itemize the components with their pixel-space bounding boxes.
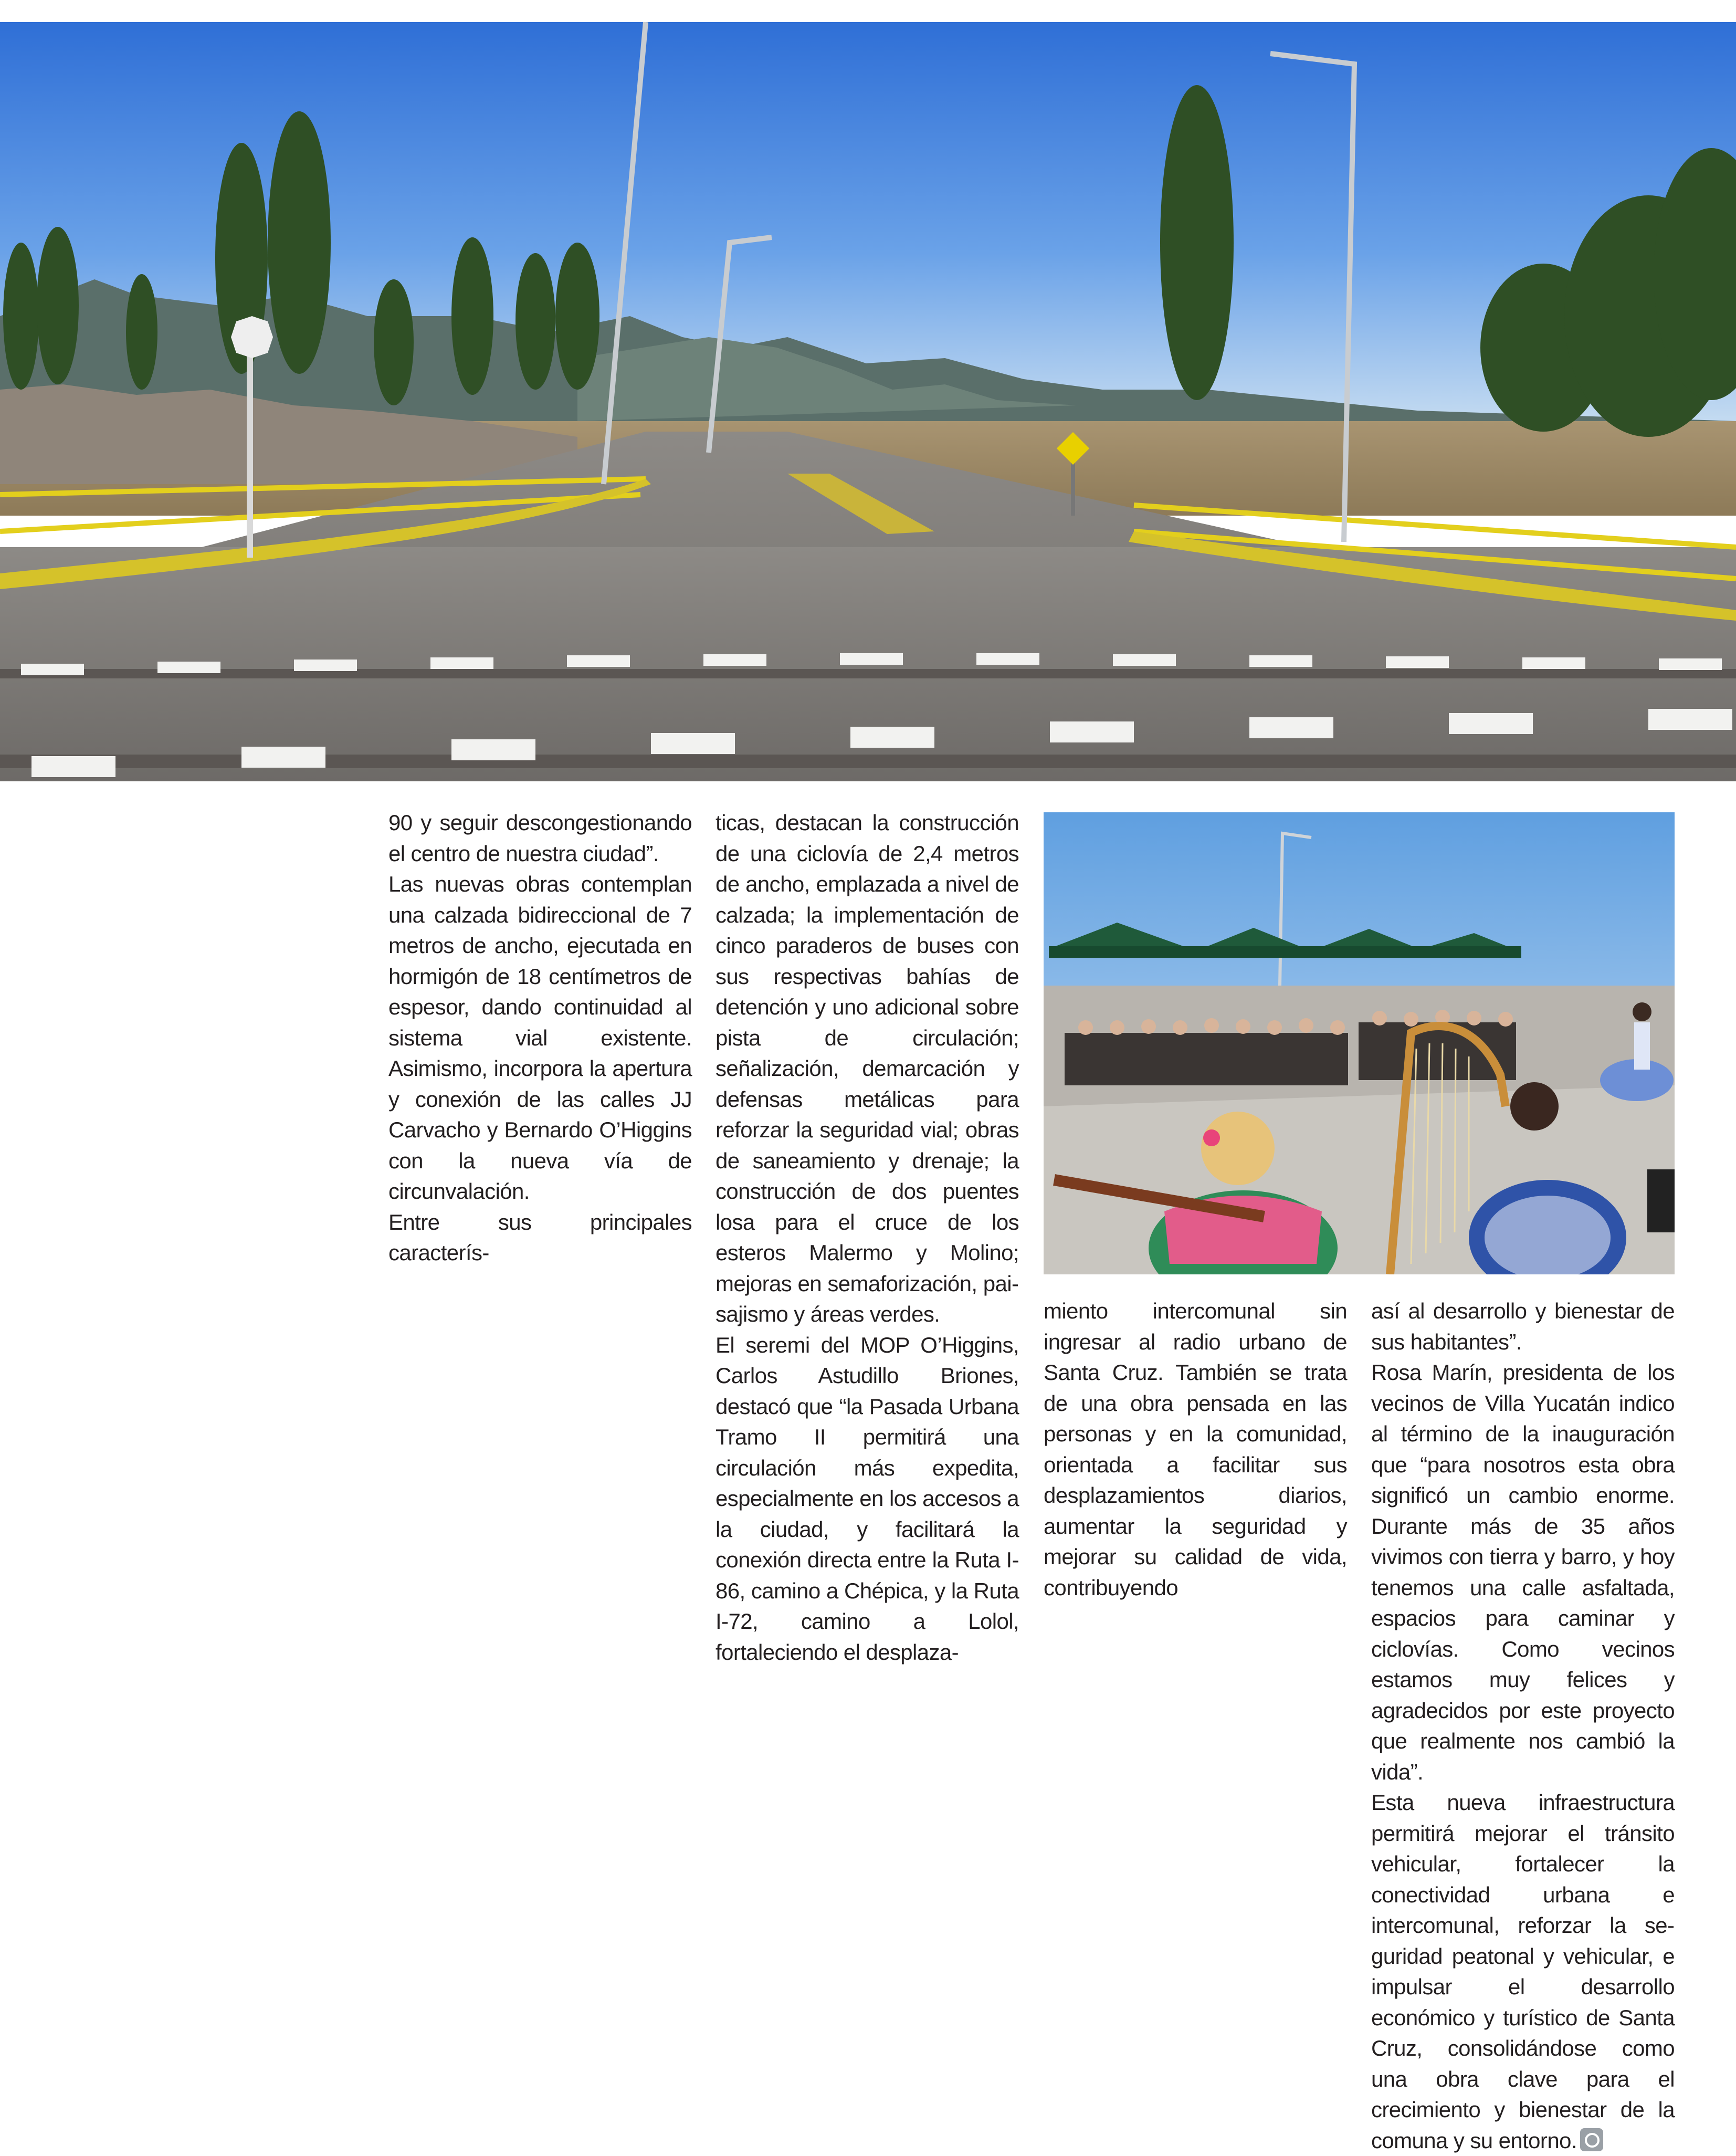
paragraph: ticas, destacan la construcción de una ciclovía de 2,4 metros de ancho, emplazada a nivel de calzada; la implementación de cinco paraderos de buses con sus respectivas bahías de detención y uno adicional sobre pista de circulación; señalización, demarcación y defensas metálicas para reforzar la seguridad vial; obras de saneamiento y drenaje; la construcción de dos puentes losa para el cruce de los esteros Malermo y Molino; mejoras en semaforización, paisajismo y áreas verdes. <box>716 810 1019 1326</box>
paragraph: El seremi del MOP O’Higgins, Carlos Astudillo Briones, destacó que “la Pasada Urbana Tramo II permitirá una circulación más expedita, especialmente en los accesos a la ciudad, y facilitará la conexión directa entre la Ruta I-86, camino a Chépica, y la Ruta I-72, camino a Lolol, fortaleciendo el desplaza- <box>716 1332 1019 1665</box>
text-column-4 <box>1371 1296 1675 2156</box>
text-column-1 <box>388 808 692 1269</box>
paragraph: Rosa Marín, presidenta de los vecinos de Villa Yucatán indico al término de la inauguración que “para nosotros esta obra significó un cambio enorme. Durante más de 35 años vivimos con tierra y barro, y hoy tenemos una calle asfaltada, espacios para caminar y ciclovías. Como vecinos estamos muy felices y agradecidos por este proyecto que realmente nos cambió la vida”. <box>1371 1360 1675 1784</box>
paragraph: miento intercomunal sin ingresar al radio urbano de Santa Cruz. También se trata de una obra pensada en las personas y en la comunidad, orientada a facilitar sus desplazamientos diarios, aumentar la seguridad y mejorar su calidad de vida, contribuyendo <box>1044 1299 1347 1600</box>
text-column-3 <box>1044 1296 1347 1603</box>
ceremony-illustration <box>1044 812 1675 1274</box>
paragraph: Las nuevas obras contemplan una calzada bidireccional de 7 metros de ancho, ejecutada en hormigón de 18 centímetros de espesor, dando continuidad al sistema vial existente. Asimismo, incorpora la apertura y conexión de las calles JJ Carvacho y Bernardo O’Higgins con la nueva vía de circunvalación. <box>388 872 692 1203</box>
inauguration-ceremony-photo <box>1044 812 1675 1274</box>
paragraph: Entre sus principales caracterís- <box>388 1209 692 1265</box>
paragraph-final <box>1371 1787 1675 2156</box>
text-column-2 <box>716 808 1019 1668</box>
hero-road-photo <box>0 22 1736 781</box>
paragraph-text: Esta nueva infraestructura permitirá mejorar el tránsito vehicular, fortalecer la conectividad urbana e intercomunal, reforzar la seguridad peatonal y vehicular, e impulsar el desarrollo económico y turístico de Santa Cruz, consolidándose como una obra clave para el crecimiento y bienestar de la comuna y su entorno. <box>1371 1790 1675 2153</box>
end-of-article-icon <box>1580 2128 1603 2151</box>
paragraph: así al desarrollo y bienestar de sus habitantes”. <box>1371 1299 1675 1354</box>
hero-road-illustration <box>0 22 1736 781</box>
paragraph: 90 y seguir descongestionando el centro de nuestra ciudad”. <box>388 810 692 866</box>
